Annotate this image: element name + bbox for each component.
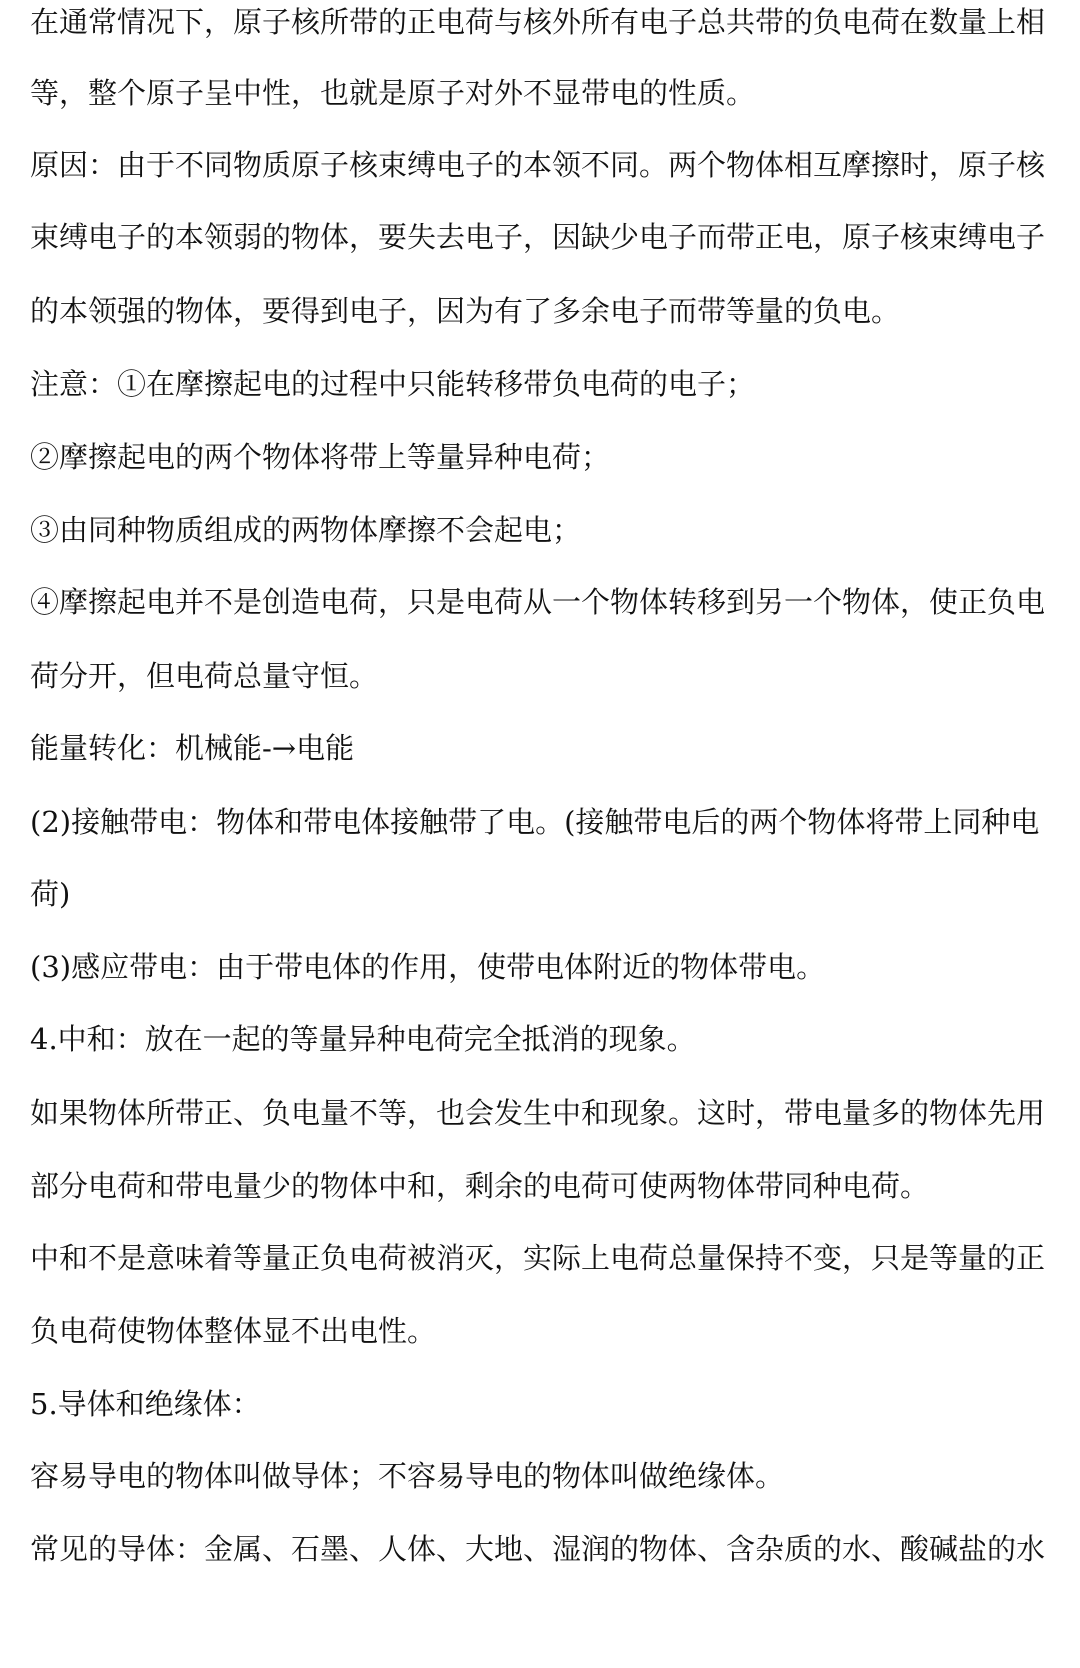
text-line: 等，整个原子呈中性，也就是原子对外不显带电的性质。 xyxy=(30,76,756,110)
text-line: 荷分开，但电荷总量守恒。 xyxy=(30,659,379,693)
text-line: 能量转化：机械能-→电能 xyxy=(30,731,355,765)
text-line: ④摩擦起电并不是创造电荷，只是电荷从一个物体转移到另一个物体，使正负电 xyxy=(30,585,1046,619)
text-line: ③由同种物质组成的两物体摩擦不会起电； xyxy=(30,513,582,547)
text-line: 中和不是意味着等量正负电荷被消灭，实际上电荷总量保持不变，只是等量的正 xyxy=(30,1241,1046,1275)
text-line: 束缚电子的本领弱的物体，要失去电子，因缺少电子而带正电，原子核束缚电子 xyxy=(30,220,1046,254)
text-line: 的本领强的物体，要得到电子，因为有了多余电子而带等量的负电。 xyxy=(30,294,901,328)
text-line: ②摩擦起电的两个物体将带上等量异种电荷； xyxy=(30,440,611,474)
text-line: 部分电荷和带电量少的物体中和，剩余的电荷可使两物体带同种电荷。 xyxy=(30,1169,930,1203)
text-line: 常见的导体：金属、石墨、人体、大地、湿润的物体、含杂质的水、酸碱盐的水 xyxy=(30,1532,1046,1566)
text-line: 注意：①在摩擦起电的过程中只能转移带负电荷的电子； xyxy=(30,367,756,401)
text-line: 5.导体和绝缘体： xyxy=(30,1387,261,1421)
text-line: 原因：由于不同物质原子核束缚电子的本领不同。两个物体相互摩擦时，原子核 xyxy=(30,148,1046,182)
text-line: 4.中和：放在一起的等量异种电荷完全抵消的现象。 xyxy=(30,1022,696,1056)
text-line: 负电荷使物体整体显不出电性。 xyxy=(30,1314,437,1348)
text-line: 在通常情况下，原子核所带的正电荷与核外所有电子总共带的负电荷在数量上相 xyxy=(30,5,1046,39)
text-line: (3)感应带电：由于带电体的作用，使带电体附近的物体带电。 xyxy=(30,950,826,984)
text-line: 如果物体所带正、负电量不等，也会发生中和现象。这时，带电量多的物体先用 xyxy=(30,1096,1046,1130)
text-line: 容易导电的物体叫做导体；不容易导电的物体叫做绝缘体。 xyxy=(30,1459,785,1493)
text-line: (2)接触带电：物体和带电体接触带了电。(接触带电后的两个物体将带上同种电 xyxy=(30,805,1040,839)
text-line: 荷) xyxy=(30,877,71,911)
